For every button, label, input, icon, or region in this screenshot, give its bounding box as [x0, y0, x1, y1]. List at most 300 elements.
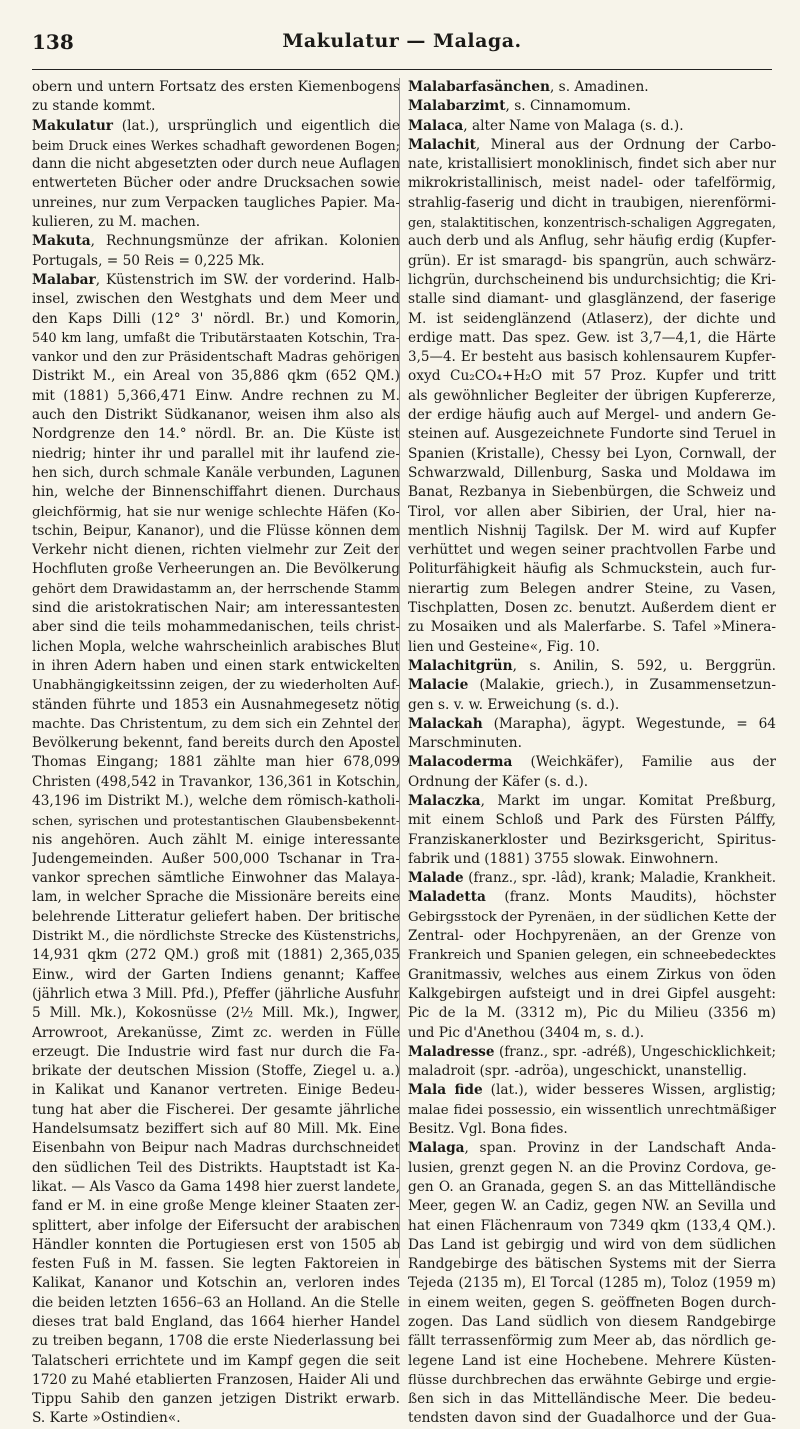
entry-text: Granitmassiv, welches aus einem Zirkus von öden: [408, 966, 776, 983]
text-line: [408, 271, 776, 290]
text-line: [408, 367, 776, 386]
entry-text: schen, syrischen und protestantischen Glaubensbekennt-: [32, 813, 400, 829]
entry-text: splittert, aber infolge der Eifersucht der arabischen: [32, 1217, 400, 1234]
entry-text: in Kalikat und Kananor vertreten. Einige Bedeu-: [32, 1082, 400, 1099]
entry-text: vankor sprechen sämtliche Einwohner das Malaya-: [32, 870, 400, 887]
entry-text: Banat, Rezbanya in Siebenbürgen, die Schweiz und: [408, 484, 776, 501]
text-line: [408, 869, 776, 888]
entry-text: gehört dem Drawidastamm an, der herrschende Stamm: [32, 581, 400, 597]
entry-text: Judengemeinden. Außer 500,000 Tschanar in Tra-: [32, 850, 400, 867]
text-line: [32, 831, 400, 850]
text-line: [32, 753, 400, 772]
entry-text: , Rechnungsmünze der afrikan. Kolonien: [90, 233, 400, 250]
entry-text: 540 km lang, umfaßt die Tributärstaaten Kotschin, Tra-: [32, 330, 400, 346]
entry-text: mentlich Nishnij Tagilsk. Der M. wird auf Kupfer: [408, 522, 776, 539]
entry-text: Pic de la M. (3312 m), Pic du Milieu (3356 m): [408, 1005, 776, 1022]
text-line: [32, 1409, 400, 1428]
entry-text: Tischplatten, Dosen zc. benutzt. Außerdem dient er: [408, 600, 776, 617]
entry-text: Schwarzwald, Dillenburg, Saska und Moldawa im: [408, 464, 776, 481]
entry-text: dann die nicht abgesetzten oder durch neue Auflagen: [32, 156, 400, 173]
entry-text: Spanien (Kristalle), Chessy bei Lyon, Cornwall, der: [408, 445, 776, 462]
entry-text: insel, zwischen den Westghats und dem Meer und: [32, 291, 400, 308]
text-line: [408, 1274, 776, 1293]
text-line: [32, 1101, 400, 1120]
entry-text: den Kaps Dilli (12° 3' nördl. Br.) und Komorin,: [32, 310, 400, 327]
entry-headword: Maladresse: [408, 1043, 495, 1060]
entry-text: (franz., spr. -lâd), krank; Maladie, Krankheit.: [463, 870, 776, 887]
entry-text: festen Fuß in M. fassen. Sie legten Faktoreien in: [32, 1256, 400, 1273]
text-line: [32, 696, 400, 715]
entry-text: 5 Mill. Mk.), Kokosnüsse (2½ Mill. Mk.), Ingwer,: [32, 1005, 400, 1022]
entry-text: S. Karte »Ostindien«.: [32, 1410, 181, 1427]
text-line: [32, 946, 400, 965]
entry-text: auch den Distrikt Südkananor, weisen ihm also als: [32, 407, 400, 424]
text-line: [32, 329, 400, 348]
entry-headword: Malabarfasänchen: [408, 79, 550, 95]
left-column: [32, 78, 400, 1429]
entry-text: Distrikt M., ein Areal von 35,886 qkm (652 QM.): [32, 368, 400, 385]
text-line: [32, 348, 400, 367]
entry-text: Franziskanerkloster und Bezirksgericht, Spiritus-: [408, 831, 776, 848]
text-line: [32, 387, 400, 406]
text-line: [408, 1062, 776, 1081]
entry-headword: Malaca: [408, 117, 464, 134]
text-line: [408, 1294, 776, 1313]
text-line: [408, 773, 776, 792]
text-line: [32, 599, 400, 618]
text-line: [408, 310, 776, 329]
text-line: [32, 1313, 400, 1332]
entry-text: dieses trat bald England, das 1664 hierher Handel: [32, 1314, 400, 1330]
text-line: [408, 387, 776, 406]
entry-text: lichen Mopla, welche wahrscheinlich arabisches Blut: [32, 638, 400, 655]
text-line: [408, 1409, 776, 1428]
entry-text: stalle sind diamant- und glasglänzend, der faserige: [408, 291, 776, 308]
text-line: [32, 1255, 400, 1274]
text-line: [408, 406, 776, 425]
entry-text: 43,196 im Distrikt M.), welche dem römisch-katholi-: [32, 792, 400, 809]
text-line: [408, 1217, 776, 1236]
text-line: [32, 541, 400, 560]
text-line: [32, 657, 400, 676]
text-line: [408, 580, 776, 599]
text-line: [408, 194, 776, 213]
text-line: [32, 1004, 400, 1023]
entry-text: in einem weiten, gegen S. geöffneten Bogen durch-: [408, 1294, 776, 1311]
entry-text: grün). Er ist smaragd- bis spangrün, auch schwärz-: [408, 252, 776, 269]
text-line: [32, 78, 400, 97]
text-line: [32, 1081, 400, 1100]
entry-text: hat einen Flächenraum von 7349 qkm (133,4 QM.).: [408, 1217, 776, 1234]
text-line: [408, 1332, 776, 1351]
text-line: [408, 174, 776, 193]
entry-text: Das Land ist gebirgig und wird von dem südlichen: [408, 1236, 776, 1253]
entry-text: (Malakie, griech.), in Zusammensetzun-: [468, 677, 776, 694]
entry-text: beim Druck eines Werkes schadhaft gewordenen Bogen;: [32, 137, 400, 153]
entry-headword: Malackah: [408, 715, 483, 732]
entry-text: brikate der deutschen Mission (Stoffe, Ziegel u. a.): [32, 1063, 400, 1080]
entry-text: nis angehören. Auch zählt M. einige interessante: [32, 831, 400, 848]
entry-text: Distrikt M., die nördlichste Strecke des Küstenstrichs,: [32, 929, 400, 945]
entry-text: ständen führte und 1853 ein Ausnahmegesetz nötig: [32, 696, 400, 713]
entry-headword: Malacoderma: [408, 754, 513, 771]
entry-text: 1720 zu Mahé etablierten Franzosen, Haider Ali und: [32, 1371, 400, 1388]
text-line: [408, 792, 776, 811]
entry-text: erdige matt. Das spez. Gew. ist 3,7—4,1, die Härte: [408, 329, 776, 346]
entry-text: mit (1881) 5,366,471 Einw. Andre rechnen zu M.: [32, 387, 400, 404]
text-line: [408, 638, 776, 657]
entry-headword: Malabarzimt: [408, 98, 506, 115]
entry-text: (franz., spr. -adréß), Ungeschicklichkeit;: [494, 1043, 776, 1060]
entry-text: Randgebirge des bätischen Systems mit der Sierra: [408, 1256, 776, 1273]
text-line: [408, 1081, 776, 1100]
entry-headword: Makuta: [32, 233, 91, 250]
entry-text: kulieren, zu M. machen.: [32, 214, 201, 231]
text-line: [32, 869, 400, 888]
text-line: [32, 888, 400, 907]
entry-text: Tippu Sahib den ganzen jetzigen Distrikt erwarb.: [32, 1391, 400, 1408]
text-line: [32, 1159, 400, 1178]
entry-text: gleichförmig, hat sie nur wenige schlechte Häfen (Ko-: [32, 504, 400, 520]
text-line: [32, 811, 400, 830]
text-line: [32, 1139, 400, 1158]
text-line: [408, 290, 776, 309]
text-line: [408, 522, 776, 541]
text-line: [408, 1004, 776, 1023]
text-line: [32, 1043, 400, 1062]
entry-text: (jährlich etwa 3 Mill. Pfd.), Pfeffer (jährliche Ausfuhr: [32, 985, 400, 1002]
entry-text: belehrende Litteratur geliefert haben. Der britische: [32, 908, 400, 925]
text-line: [408, 503, 776, 522]
entry-text: Händler konnten die Portugiesen erst von 1505 ab: [32, 1236, 400, 1253]
text-line: [408, 1371, 776, 1390]
text-line: [32, 425, 400, 444]
text-line: [408, 888, 776, 907]
right-column: [408, 78, 776, 1429]
entry-text: aber sind die teils mohammedanischen, teils christ-: [32, 619, 400, 636]
entry-text: der erdige häufig auch auf Mergel- und andern Ge-: [408, 407, 776, 424]
entry-text: Zentral- oder Hochpyrenäen, an der Grenze von: [408, 928, 776, 945]
text-line: [32, 966, 400, 985]
entry-text: mit einem Schloß und Park des Fürsten Pálffy,: [408, 812, 776, 829]
text-line: [32, 715, 400, 734]
text-line: [32, 792, 400, 811]
entry-headword: Makulatur: [32, 117, 114, 134]
entry-text: lien und Gesteine«, Fig. 10.: [408, 638, 600, 655]
text-line: [408, 464, 776, 483]
text-line: [32, 638, 400, 657]
text-line: [408, 213, 776, 232]
entry-text: (lat.), ursprünglich und eigentlich die: [113, 117, 400, 134]
text-line: [32, 464, 400, 483]
text-line: [408, 348, 776, 367]
entry-text: legene Land ist eine Hochebene. Mehrere Küsten-: [408, 1352, 776, 1369]
text-line: [32, 252, 400, 271]
text-line: [408, 1313, 776, 1332]
entry-text: mikrokristallinisch, meist nadel- oder tafelförmig,: [408, 175, 776, 192]
page-header: [32, 30, 772, 70]
text-line: [408, 811, 776, 830]
entry-headword: Maladetta: [408, 889, 486, 906]
entry-text: Frankreich und Spanien gelegen, ein schneebedecktes: [408, 948, 776, 964]
text-line: [408, 425, 776, 444]
entry-headword: Malachit: [408, 136, 476, 153]
entry-text: die beiden letzten 1656–63 an Holland. An die Stelle: [32, 1294, 400, 1311]
entry-headword: Malabar: [32, 271, 96, 288]
text-line: [408, 541, 776, 560]
entry-text: maladroit (spr. -adröa), ungeschickt, unanstellig.: [408, 1063, 747, 1080]
text-line: [32, 290, 400, 309]
entry-text: lam, in welcher Sprache die Missionäre bereits eine: [32, 889, 400, 906]
entry-text: Ordnung der Käfer (s. d.).: [408, 773, 589, 790]
entry-headword: Malaga: [408, 1140, 465, 1157]
entry-text: likat. — Als Vasco da Gama 1498 hier zuerst landete,: [32, 1178, 400, 1195]
entry-text: Talatscheri errichtete und im Kampf gegen die seit: [32, 1352, 400, 1369]
text-line: [408, 966, 776, 985]
text-line: [32, 97, 400, 116]
text-line: [32, 367, 400, 386]
entry-text: fällt terrassenförmig zum Meer ab, das nördlich ge-: [408, 1333, 776, 1350]
entry-text: malae fidei possessio, ein wissentlich unrechtmäßiger: [408, 1102, 776, 1118]
entry-text: erzeugt. Die Industrie wird fast nur durch die Fa-: [32, 1043, 400, 1060]
entry-text: sind die aristokratischen Nair; am interessantesten: [32, 600, 400, 617]
text-line: [408, 136, 776, 155]
entry-text: Portugals, = 50 Reis = 0,225 Mk.: [32, 252, 265, 269]
entry-text: 3,5—4. Er besteht aus basisch kohlensaurem Kupfer-: [408, 349, 776, 366]
text-line: [32, 1371, 400, 1390]
text-line: [32, 1197, 400, 1216]
text-line: [408, 1101, 776, 1120]
entry-text: Tejeda (2135 m), El Torcal (1285 m), Toloz (1959 m): [408, 1275, 776, 1292]
text-line: [32, 618, 400, 637]
entry-text: flüsse durchbrechen das erwähnte Gebirge und ergie-: [408, 1372, 776, 1388]
entry-text: Christen (498,542 in Travankor, 136,361 in Kotschin,: [32, 773, 400, 790]
entry-text: vankor und den zur Präsidentschaft Madras gehörigen: [32, 350, 400, 366]
text-line: [408, 946, 776, 965]
running-title: Makulatur — Malaga.: [282, 30, 522, 52]
text-line: [32, 117, 400, 136]
text-line: [408, 618, 776, 637]
text-line: [408, 483, 776, 502]
text-line: [32, 194, 400, 213]
text-line: [32, 1332, 400, 1351]
entry-text: den südlichen Teil des Distrikts. Hauptstadt ist Ka-: [32, 1159, 400, 1176]
entry-text: Verkehr nicht dienen, richten vielmehr zur Zeit der: [32, 542, 400, 559]
text-line: [408, 560, 776, 579]
text-line: [408, 715, 776, 734]
text-line: [32, 503, 400, 522]
text-line: [408, 831, 776, 850]
entry-headword: Malade: [408, 870, 464, 887]
text-line: [32, 985, 400, 1004]
entry-text: (lat.), wider besseres Wissen, arglistig;: [482, 1082, 776, 1099]
text-line: [408, 753, 776, 772]
text-line: [32, 560, 400, 579]
text-line: [408, 1178, 776, 1197]
page-number: 138: [32, 30, 74, 54]
text-line: [408, 1120, 776, 1139]
entry-text: tschin, Beipur, Kananor), und die Flüsse können dem: [32, 522, 400, 539]
text-line: [32, 406, 400, 425]
text-line: [32, 1352, 400, 1371]
entry-headword: Mala fide: [408, 1082, 483, 1099]
column-divider: [399, 78, 400, 1258]
text-line: [32, 676, 400, 695]
text-line: [32, 734, 400, 753]
entry-text: tung hat aber die Fischerei. Der gesamte jährliche: [32, 1101, 400, 1118]
text-line: [408, 734, 776, 753]
text-line: [408, 445, 776, 464]
header-rule: [32, 69, 772, 70]
entry-text: M. ist seidenglänzend (Atlaserz), der dichte und: [408, 310, 776, 327]
entry-text: entwerteten Bücher oder andre Drucksachen sowie: [32, 175, 400, 192]
text-line: [408, 329, 776, 348]
entry-headword: Malaczka: [408, 792, 481, 809]
text-line: [32, 850, 400, 869]
text-line: [408, 1390, 776, 1409]
entry-text: Kalikat, Kananor und Kotschin an, verloren indes: [32, 1275, 400, 1292]
text-line: [408, 1197, 776, 1216]
entry-text: , s. Cinnamomum.: [505, 98, 631, 115]
text-line: [408, 1024, 776, 1043]
entry-text: , s. Anilin, S. 592, u. Berggrün.: [512, 657, 776, 674]
entry-text: , alter Name von Malaga (s. d.).: [463, 117, 684, 134]
text-line: [408, 252, 776, 271]
entry-text: nate, kristallisiert monoklinisch, findet sich aber nur: [408, 156, 776, 173]
entry-text: , span. Provinz in der Landschaft Anda-: [464, 1140, 776, 1157]
text-line: [408, 1236, 776, 1255]
entry-text: steinen auf. Ausgezeichnete Fundorte sind Teruel in: [408, 426, 776, 443]
entry-text: strahlig-faserig und dicht in traubigen, nierenförmi-: [408, 194, 776, 211]
text-line: [408, 1043, 776, 1062]
text-line: [408, 78, 776, 97]
entry-text: Unabhängigkeitssinn zeigen, der zu wiederholten Auf-: [32, 678, 400, 694]
text-line: [408, 657, 776, 676]
text-line: [408, 1255, 776, 1274]
text-line: [32, 1274, 400, 1293]
entry-text: (franz. Monts Maudits), höchster: [485, 889, 776, 906]
entry-text: (Weichkäfer), Familie aus der: [512, 754, 776, 771]
text-line: [32, 213, 400, 232]
entry-text: Thomas Eingang; 1881 zählte man hier 678,099: [32, 754, 400, 771]
entry-text: hen sich, durch schmale Kanäle verbunden, Lagunen: [32, 464, 400, 481]
text-line: [32, 1294, 400, 1313]
entry-text: , Küstenstrich im SW. der vorderind. Halb-: [95, 271, 400, 288]
text-line: [408, 155, 776, 174]
text-line: [32, 1062, 400, 1081]
text-line: [32, 483, 400, 502]
entry-text: ßen sich in das Mittelländische Meer. Die bedeu-: [408, 1391, 776, 1408]
entry-text: Besitz. Vgl. Bona fides.: [408, 1121, 568, 1138]
text-line: [32, 136, 400, 155]
entry-text: gen O. an Granada, gegen S. an das Mittelländische: [408, 1178, 776, 1195]
entry-text: niedrig; hinter ihr und parallel mit ihr laufend zie-: [32, 445, 400, 462]
entry-text: Handelsumsatz beziffert sich auf 80 Mill. Mk. Eine: [32, 1121, 400, 1138]
entry-text: hin, welche der Binnenschiffahrt dienen. Durchaus: [32, 484, 400, 501]
entry-text: lusien, grenzt gegen N. an die Provinz Cordova, ge-: [408, 1159, 776, 1176]
text-line: [32, 1390, 400, 1409]
text-line: [408, 1159, 776, 1178]
entry-text: fand er M. in eine große Menge kleiner Staaten zer-: [32, 1198, 400, 1215]
text-line: [32, 522, 400, 541]
entry-text: , Mineral aus der Ordnung der Carbo-: [475, 136, 776, 153]
entry-text: Tirol, vor allen aber Sibirien, der Ural, hier na-: [408, 503, 776, 520]
text-line: [32, 1236, 400, 1255]
text-line: [32, 908, 400, 927]
entry-text: oxyd Cu₂CO₄+H₂O mit 57 Proz. Kupfer und tritt: [408, 368, 776, 385]
entry-text: Nordgrenze den 14.° nördl. Br. an. Die Küste ist: [32, 426, 400, 443]
entry-text: zu Mosaiken und als Malerfarbe. S. Tafel »Minera-: [408, 619, 776, 636]
text-line: [32, 232, 400, 251]
entry-text: in ihren Adern haben und einen stark entwickelten: [32, 657, 400, 674]
text-line: [408, 850, 776, 869]
text-line: [32, 1024, 400, 1043]
text-line: [408, 908, 776, 927]
text-line: [408, 599, 776, 618]
entry-text: Kalkgebirgen aufsteigt und in drei Gipfel ausgeht:: [408, 985, 776, 1002]
text-line: [408, 232, 776, 251]
text-line: [408, 97, 776, 116]
entry-text: Bevölkerung bekennt, fand bereits durch den Apostel: [32, 735, 400, 752]
text-line: [32, 271, 400, 290]
entry-text: Gebirgsstock der Pyrenäen, in der südlichen Kette der: [408, 909, 776, 925]
entry-text: nierartig zum Belegen andrer Steine, zu Vasen,: [408, 580, 776, 597]
entry-headword: Malachitgrün: [408, 657, 513, 674]
text-line: [32, 155, 400, 174]
text-line: [32, 310, 400, 329]
text-line: [408, 1139, 776, 1158]
entry-text: zu stande kommt.: [32, 98, 156, 115]
entry-text: Hochfluten große Verheerungen an. Die Bevölkerung: [32, 561, 400, 578]
text-line: [408, 1352, 776, 1371]
entry-text: Meer, gegen W. an Cadiz, gegen NW. an Sevilla und: [408, 1198, 776, 1215]
text-line: [32, 927, 400, 946]
entry-headword: Malacie: [408, 677, 469, 694]
text-line: [408, 676, 776, 695]
entry-text: fabrik und (1881) 3755 slowak. Einwohnern.: [408, 850, 719, 867]
entry-text: Arrowroot, Arekanüsse, Zimt zc. werden in Fülle: [32, 1024, 400, 1041]
text-line: [32, 1178, 400, 1197]
text-line: [32, 580, 400, 599]
text-line: [408, 927, 776, 946]
entry-text: (Marapha), ägypt. Wegestunde, = 64: [482, 715, 776, 732]
entry-text: unreines, nur zum Verpacken taugliches Papier. Ma-: [32, 194, 400, 211]
entry-text: Eisenbahn von Beipur nach Madras durchschneidet: [32, 1140, 400, 1157]
text-line: [32, 773, 400, 792]
text-line: [32, 174, 400, 193]
entry-text: zu treiben begann, 1708 die erste Niederlassung bei: [32, 1333, 400, 1350]
entry-text: 14,931 qkm (272 QM.) groß mit (1881) 2,365,035: [32, 947, 400, 964]
text-line: [32, 1120, 400, 1139]
entry-text: gen s. v. w. Erweichung (s. d.).: [408, 696, 620, 713]
entry-text: als gewöhnlicher Begleiter der übrigen Kupfererze,: [408, 387, 776, 404]
entry-text: gen, stalaktitischen, konzentrisch-schaligen Aggregaten,: [408, 215, 776, 231]
entry-text: Einw., wird der Garten Indiens genannt; Kaffee: [32, 966, 400, 983]
text-line: [408, 696, 776, 715]
text-line: [32, 1217, 400, 1236]
entry-text: Marschminuten.: [408, 735, 522, 752]
text-line: [408, 117, 776, 136]
entry-text: zogen. Das Land südlich von diesem Randgebirge: [408, 1314, 776, 1330]
entry-text: , Markt im ungar. Komitat Preßburg,: [480, 792, 776, 809]
entry-text: Politurfähigkeit häufig als Schmuckstein, auch fur-: [408, 561, 776, 578]
entry-text: und Pic d'Anethou (3404 m, s. d.).: [408, 1024, 645, 1041]
text-line: [32, 445, 400, 464]
entry-text: tendsten davon sind der Guadalhorce und der Gua-: [408, 1410, 776, 1427]
entry-text: obern und untern Fortsatz des ersten Kiemenbogens: [32, 79, 400, 95]
entry-text: verhüttet und wegen seiner prachtvollen Farbe und: [408, 542, 776, 559]
entry-text: auch derb und als Anflug, sehr häufig erdig (Kupfer-: [408, 233, 776, 250]
